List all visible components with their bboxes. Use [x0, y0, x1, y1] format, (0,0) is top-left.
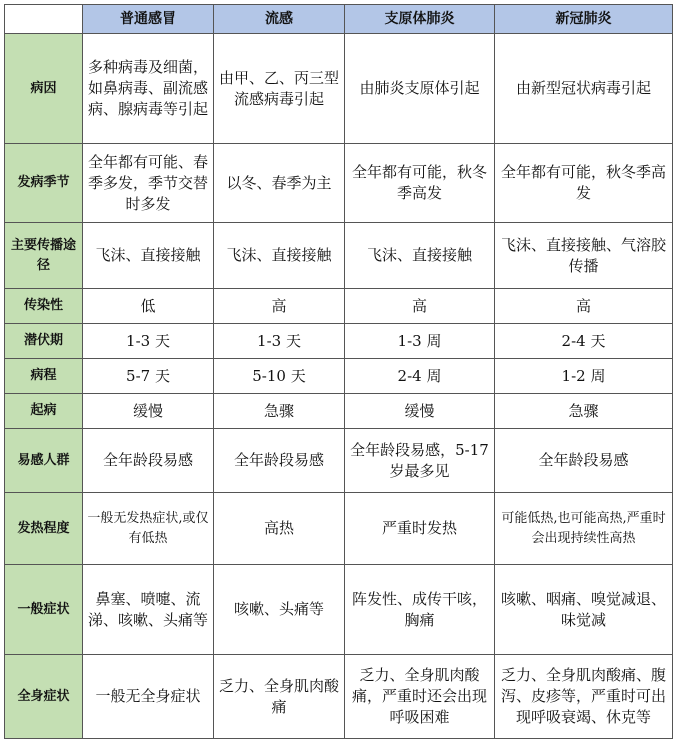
row-header: 传染性	[5, 289, 83, 324]
table-cell: 高	[495, 289, 673, 324]
table-cell: 全年龄段易感	[495, 429, 673, 493]
row-header: 一般症状	[5, 565, 83, 655]
table-cell: 全年龄段易感，5-17 岁最多见	[345, 429, 495, 493]
table-row	[5, 144, 673, 223]
table-cell: 高	[214, 289, 345, 324]
table-cell: 飞沫、直接接触	[214, 223, 345, 289]
table-cell: 1-2 周	[495, 359, 673, 394]
row-header: 潜伏期	[5, 324, 83, 359]
table-cell: 全年龄段易感	[83, 429, 214, 493]
table-row	[5, 493, 673, 565]
row-header: 病程	[5, 359, 83, 394]
table-cell: 全年都有可能、春季多发，季节交替时多发	[83, 144, 214, 223]
table-cell: 多种病毒及细菌，如鼻病毒、副流感病、腺病毒等引起	[83, 34, 214, 144]
table-cell: 飞沫、直接接触	[345, 223, 495, 289]
table-cell: 可能低热,也可能高热,严重时会出现持续性高热	[495, 493, 673, 565]
table-cell: 咳嗽、咽痛、嗅觉减退、味觉减	[495, 565, 673, 655]
table-cell: 由肺炎支原体引起	[345, 34, 495, 144]
row-header: 全身症状	[5, 655, 83, 739]
table-cell: 2-4 天	[495, 324, 673, 359]
table-cell: 全年龄段易感	[214, 429, 345, 493]
table-cell: 乏力、全身肌肉酸痛，严重时还会出现呼吸困难	[345, 655, 495, 739]
table-cell: 鼻塞、喷嚏、流涕、咳嗽、头痛等	[83, 565, 214, 655]
table-cell: 1-3 天	[214, 324, 345, 359]
table-cell: 急骤	[214, 394, 345, 429]
row-header: 起病	[5, 394, 83, 429]
table-cell: 全年都有可能，秋冬季高发	[345, 144, 495, 223]
table-cell: 5-7 天	[83, 359, 214, 394]
table-row	[5, 655, 673, 739]
table-row	[5, 289, 673, 324]
table-cell: 由新型冠状病毒引起	[495, 34, 673, 144]
table-cell: 高热	[214, 493, 345, 565]
table-cell: 乏力、全身肌肉酸痛	[214, 655, 345, 739]
table-row	[5, 429, 673, 493]
table-cell: 全年都有可能，秋冬季高发	[495, 144, 673, 223]
table-cell: 2-4 周	[345, 359, 495, 394]
row-header: 发病季节	[5, 144, 83, 223]
table-cell: 阵发性、成传干咳，胸痛	[345, 565, 495, 655]
row-header: 易感人群	[5, 429, 83, 493]
row-header: 病因	[5, 34, 83, 144]
row-header: 发热程度	[5, 493, 83, 565]
table-row	[5, 359, 673, 394]
comparison-table	[4, 4, 673, 739]
table-cell: 咳嗽、头痛等	[214, 565, 345, 655]
table-cell: 1-3 天	[83, 324, 214, 359]
column-header: 支原体肺炎	[345, 5, 495, 34]
row-header: 主要传播途径	[5, 223, 83, 289]
table-row	[5, 394, 673, 429]
table-cell: 一般无发热症状,或仅有低热	[83, 493, 214, 565]
table-cell: 乏力、全身肌肉酸痛、腹泻、皮疹等，严重时可出现呼吸衰竭、休克等	[495, 655, 673, 739]
table-cell: 由甲、乙、丙三型流感病毒引起	[214, 34, 345, 144]
table-row	[5, 565, 673, 655]
table-row	[5, 223, 673, 289]
table-cell: 5-10 天	[214, 359, 345, 394]
table-cell: 缓慢	[83, 394, 214, 429]
table-cell: 以冬、春季为主	[214, 144, 345, 223]
table-cell: 飞沫、直接接触、气溶胶传播	[495, 223, 673, 289]
table-cell: 缓慢	[345, 394, 495, 429]
table-cell: 飞沫、直接接触	[83, 223, 214, 289]
table-row	[5, 324, 673, 359]
table-cell: 1-3 周	[345, 324, 495, 359]
table-row	[5, 34, 673, 144]
column-header: 新冠肺炎	[495, 5, 673, 34]
table-cell: 严重时发热	[345, 493, 495, 565]
table-cell: 急骤	[495, 394, 673, 429]
table-cell: 一般无全身症状	[83, 655, 214, 739]
header-row	[5, 5, 673, 34]
table-cell: 高	[345, 289, 495, 324]
corner-cell	[5, 5, 83, 34]
column-header: 普通感冒	[83, 5, 214, 34]
column-header: 流感	[214, 5, 345, 34]
table-cell: 低	[83, 289, 214, 324]
